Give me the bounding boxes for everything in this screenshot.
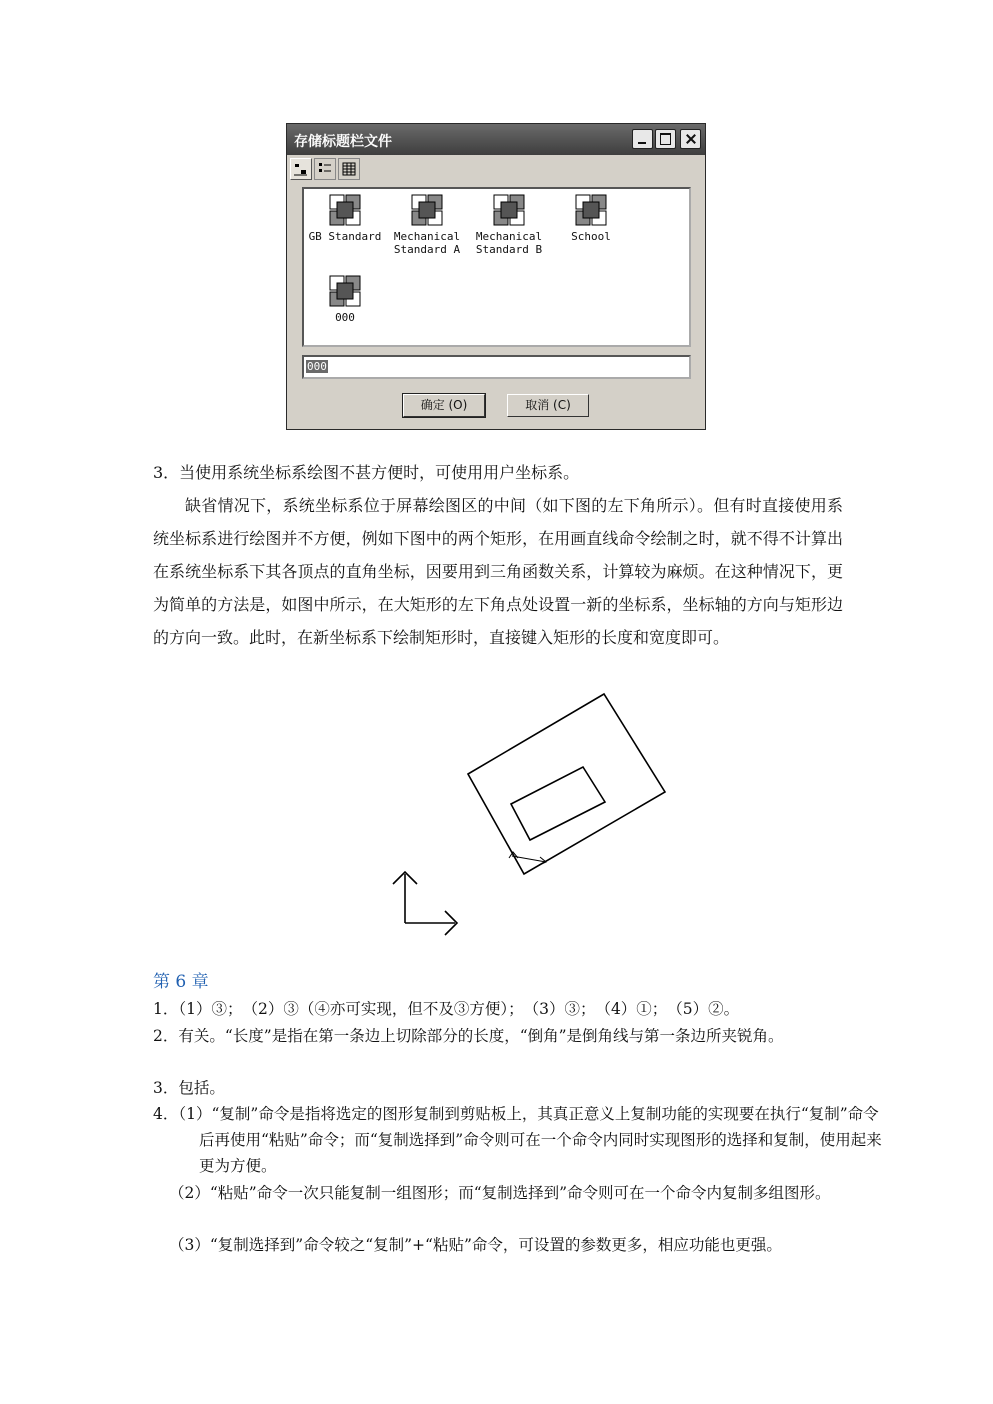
titlebar-file-icon (327, 273, 363, 309)
maximize-button[interactable] (655, 129, 676, 149)
file-item-mechanical-standard-a[interactable] (386, 192, 468, 256)
file-item-label: Mechanical (475, 230, 543, 243)
large-rectangle (468, 694, 665, 874)
cancel-button[interactable]: 取消 (C) (507, 394, 589, 417)
filename-value: 000 (307, 360, 327, 373)
file-item-mechanical-standard-b[interactable] (468, 192, 550, 256)
answer-1: 1．（1）③； （2）③（④亦可实现，但不及③方便）； （3）③； （4）①； （5）②。 (153, 1000, 740, 1018)
file-item-label: GB Standard (308, 230, 382, 243)
list-view-button[interactable] (314, 158, 336, 180)
titlebar-file-icon (327, 192, 363, 228)
save-titlebar-dialog (286, 123, 706, 430)
file-item-label: 000 (335, 311, 355, 324)
ok-button[interactable]: 确定 (O) (403, 394, 485, 417)
large-icons-view-button[interactable] (290, 158, 312, 180)
file-item-school[interactable] (550, 192, 632, 243)
file-item-label-2: Standard A (393, 243, 461, 256)
world-coordinate-axes (393, 872, 457, 935)
answer-3: 3．包括。 (153, 1079, 225, 1097)
chapter-heading: 第 6 章 (153, 972, 209, 992)
ucs-figure (380, 690, 680, 940)
titlebar-file-icon (573, 192, 609, 228)
details-view-button[interactable] (338, 158, 360, 180)
answer-4-3: （3）“复制选择到”命令较之“复制”+“粘贴”命令，可设置的参数更多，相应功能也更强。 (169, 1236, 782, 1254)
close-button[interactable] (680, 129, 701, 149)
minimize-button[interactable] (632, 129, 653, 149)
file-item-label: Mechanical (393, 230, 461, 243)
filename-input[interactable] (302, 355, 691, 379)
dialog-title: 存储标题栏文件 (294, 134, 392, 150)
large-icons-icon (293, 161, 309, 177)
file-item-gb-standard[interactable] (304, 192, 386, 243)
file-list[interactable] (302, 187, 691, 347)
small-rectangle (511, 767, 605, 840)
details-view-icon (341, 161, 357, 177)
file-item-label-2: Standard B (475, 243, 543, 256)
answer-2: 2．有关。“长度”是指在第一条边上切除部分的长度，“倒角”是倒角线与第一条边所夹锐角。 (153, 1027, 784, 1045)
titlebar-file-icon (409, 192, 445, 228)
section-3-body: 缺省情况下，系统坐标系位于屏幕绘图区的中间（如下图的左下角所示）。但有时直接使用系统坐标系进行绘图并不方便，例如下图中的两个矩形，在用画直线命令绘制之时，就不得不计算出在系统坐标系下其各顶点的直角坐标，因要用到三角函数关系，计算较为麻烦。在这种情况下，更为简单的方法是，如图中所示，在大矩形的左下角点处设置一新的坐标系，坐标轴的方向与矩形边的方向一致。此时，在新坐标系下绘制矩形时，直接键入矩形的长度和宽度即可。 (153, 496, 843, 647)
answer-4-2: （2）“粘贴”命令一次只能复制一组图形；而“复制选择到”命令则可在一个命令内复制多组图形。 (169, 1184, 831, 1202)
titlebar-file-icon (491, 192, 527, 228)
list-view-icon (317, 161, 333, 177)
dialog-titlebar[interactable] (287, 124, 705, 155)
section-3-title: 3．当使用系统坐标系绘图不甚方便时，可使用用户坐标系。 (153, 463, 580, 482)
file-item-label: School (571, 230, 611, 243)
answer-4-1: 4．（1）“复制”命令是指将选定的图形复制到剪贴板上，其真正意义上复制功能的实现要在执行“复制”命令后再使用“粘贴”命令；而“复制选择到”命令则可在一个命令内同时实现图形的选择和复制，使用起来更为方便。 (153, 1105, 882, 1175)
file-item-000[interactable] (304, 273, 386, 324)
